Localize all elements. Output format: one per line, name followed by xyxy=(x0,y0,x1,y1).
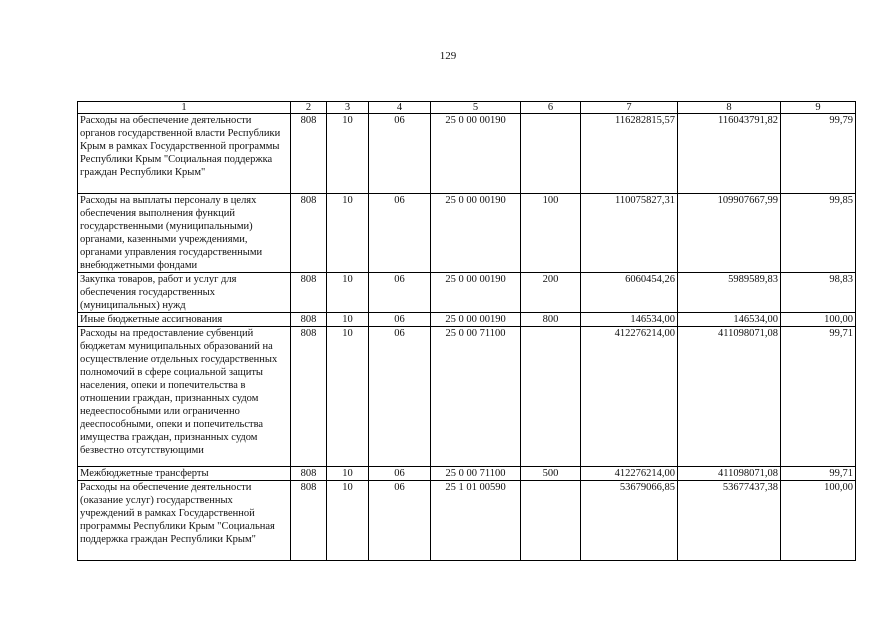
col2-cell: 808 xyxy=(291,327,327,467)
header-row xyxy=(78,102,856,114)
col6-cell: 500 xyxy=(521,467,581,481)
col9-percent: 99,85 xyxy=(781,194,856,273)
table-row xyxy=(78,481,856,561)
col4-cell: 06 xyxy=(369,481,431,561)
col9-percent: 99,79 xyxy=(781,114,856,194)
col2-cell: 808 xyxy=(291,114,327,194)
row-name: Иные бюджетные ассигнования xyxy=(78,313,291,327)
page-number: 129 xyxy=(439,50,457,62)
col4-cell: 06 xyxy=(369,194,431,273)
col3-cell: 10 xyxy=(327,114,369,194)
col3-cell: 10 xyxy=(327,467,369,481)
col6-cell: 800 xyxy=(521,313,581,327)
col4-cell: 06 xyxy=(369,327,431,467)
col4-cell: 06 xyxy=(369,273,431,313)
table-row xyxy=(78,327,856,467)
col3-cell: 10 xyxy=(327,327,369,467)
col8-amount: 109907667,99 xyxy=(678,194,781,273)
header-cell: 5 xyxy=(431,102,521,114)
row-name: Расходы на предоставление субвенций бюджетам муниципальных образований на осуществление отдельных государственных полномочий в сфере социальной защиты населения, опеки и попечительства в отношении граждан, признанных судом недееспособными или ограниченно дееспособными, опеки и попечительства имущества граждан, признанных судом безвестно отсутствующими xyxy=(78,327,291,467)
col7-amount: 110075827,31 xyxy=(581,194,678,273)
col8-amount: 146534,00 xyxy=(678,313,781,327)
col4-cell: 06 xyxy=(369,114,431,194)
col8-amount: 411098071,08 xyxy=(678,327,781,467)
header-cell: 2 xyxy=(291,102,327,114)
col5-cell: 25 0 00 71100 xyxy=(431,327,521,467)
col6-cell xyxy=(521,114,581,194)
header-cell: 3 xyxy=(327,102,369,114)
col3-cell: 10 xyxy=(327,273,369,313)
header-cell: 4 xyxy=(369,102,431,114)
col7-amount: 412276214,00 xyxy=(581,467,678,481)
col5-cell: 25 0 00 71100 xyxy=(431,467,521,481)
col6-cell xyxy=(521,327,581,467)
col2-cell: 808 xyxy=(291,467,327,481)
row-name: Расходы на обеспечение деятельности органов государственной власти Республики Крым в рамках Государственной программы Республики Крым "Социальная поддержка граждан Республики Крым" xyxy=(78,114,291,194)
col9-percent: 99,71 xyxy=(781,467,856,481)
col7-amount: 6060454,26 xyxy=(581,273,678,313)
col6-cell: 200 xyxy=(521,273,581,313)
col6-cell: 100 xyxy=(521,194,581,273)
col9-percent: 100,00 xyxy=(781,313,856,327)
col3-cell: 10 xyxy=(327,194,369,273)
col2-cell: 808 xyxy=(291,273,327,313)
col9-percent: 99,71 xyxy=(781,327,856,467)
col8-amount: 116043791,82 xyxy=(678,114,781,194)
row-name: Межбюджетные трансферты xyxy=(78,467,291,481)
col5-cell: 25 0 00 00190 xyxy=(431,194,521,273)
col4-cell: 06 xyxy=(369,467,431,481)
table-row xyxy=(78,313,856,327)
col7-amount: 146534,00 xyxy=(581,313,678,327)
row-name: Расходы на обеспечение деятельности (оказание услуг) государственных учреждений в рамках Государственной программы Республики Крым "Социальная поддержка граждан Республики Крым" xyxy=(78,481,291,561)
header-cell: 6 xyxy=(521,102,581,114)
col2-cell: 808 xyxy=(291,194,327,273)
col2-cell: 808 xyxy=(291,481,327,561)
col2-cell: 808 xyxy=(291,313,327,327)
col5-cell: 25 1 01 00590 xyxy=(431,481,521,561)
col6-cell xyxy=(521,481,581,561)
col3-cell: 10 xyxy=(327,313,369,327)
col8-amount: 5989589,83 xyxy=(678,273,781,313)
col8-amount: 53677437,38 xyxy=(678,481,781,561)
table-row xyxy=(78,114,856,194)
header-cell: 1 xyxy=(78,102,291,114)
col9-percent: 98,83 xyxy=(781,273,856,313)
table-row xyxy=(78,194,856,273)
row-name: Закупка товаров, работ и услуг для обеспечения государственных (муниципальных) нужд xyxy=(78,273,291,313)
header-cell: 7 xyxy=(581,102,678,114)
col5-cell: 25 0 00 00190 xyxy=(431,273,521,313)
col9-percent: 100,00 xyxy=(781,481,856,561)
col3-cell: 10 xyxy=(327,481,369,561)
header-cell: 9 xyxy=(781,102,856,114)
col7-amount: 53679066,85 xyxy=(581,481,678,561)
col8-amount: 411098071,08 xyxy=(678,467,781,481)
table-row xyxy=(78,467,856,481)
col7-amount: 412276214,00 xyxy=(581,327,678,467)
budget-table xyxy=(77,101,856,561)
col7-amount: 116282815,57 xyxy=(581,114,678,194)
col4-cell: 06 xyxy=(369,313,431,327)
col5-cell: 25 0 00 00190 xyxy=(431,313,521,327)
col5-cell: 25 0 00 00190 xyxy=(431,114,521,194)
header-cell: 8 xyxy=(678,102,781,114)
row-name: Расходы на выплаты персоналу в целях обеспечения выполнения функций государственными (муниципальными) органами, казенными учреждениями, органами управления государственными внебюджетными фондами xyxy=(78,194,291,273)
table-row xyxy=(78,273,856,313)
